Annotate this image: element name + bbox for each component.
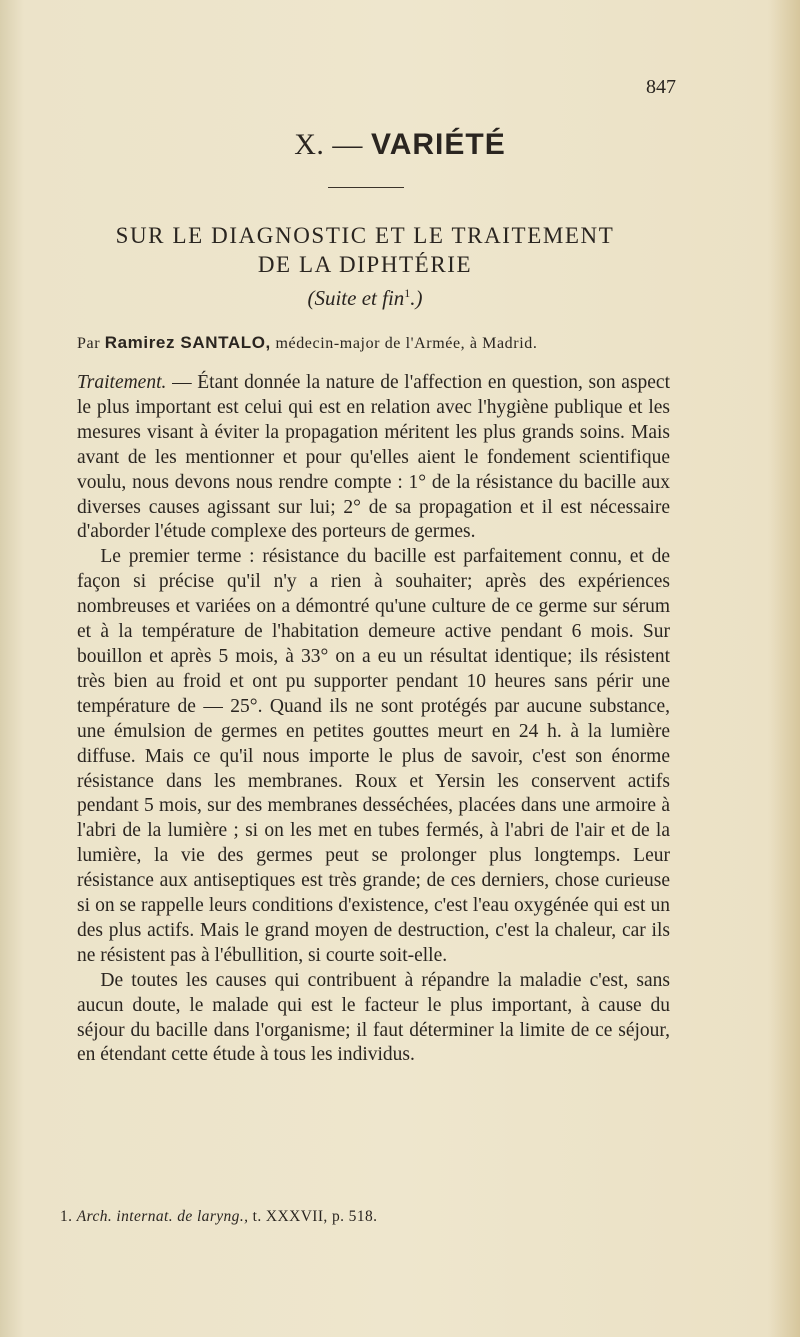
paragraph-1-text: — Étant donnée la nature de l'affection en question, son aspect le plus important est celui qui est en relation avec l'hygiène publique et les mesures visant à éviter la propagation méritent les plus grands soins. Mais avant de les mentionner et pour qu'elles aient le fondement scientifique voulu, nous devons nous rendre compte : 1° de la résistance du bacille aux diverses causes agissant sur lui; 2° de sa propagation et il est nécessaire d'aborder l'étude complexe des porteurs de germes.	[77, 372, 671, 543]
heading-rule	[328, 187, 404, 188]
byline-author: Ramirez SANTALO,	[104, 333, 271, 352]
byline-role: médecin-major de l'Armée, à Madrid.	[275, 335, 538, 352]
subtitle-end: .)	[410, 286, 423, 310]
byline	[77, 333, 677, 353]
article-title	[0, 221, 730, 279]
footnote-reference: 1	[404, 286, 411, 300]
paragraph-1	[77, 371, 670, 545]
paragraph-1-lead: Traitement.	[77, 372, 167, 393]
section-heading	[0, 128, 800, 162]
article-title-line-2: DE LA DIPHTÉRIE	[257, 252, 473, 277]
article-subtitle	[0, 286, 730, 311]
section-number: X. —	[294, 128, 363, 161]
footnote-ref: t. XXXVII, p. 518.	[252, 1208, 378, 1225]
article-body	[77, 371, 670, 1068]
page-number: 847	[646, 76, 676, 98]
article-title-line-1: SUR LE DIAGNOSTIC ET LE TRAITEMENT	[115, 223, 615, 248]
footnote-source: Arch. internat. de laryng.,	[76, 1208, 249, 1225]
paragraph-2: Le premier terme : résistance du bacille est parfaitement connu, et de façon si précise qu'il n'y a rien à souhaiter; après des expériences nombreuses et variées on a démontré qu'une culture de ce germe sur sérum et à la température de l'habitation demeure active pendant 6 mois. Sur bouillon et après 5 mois, à 33° on a eu un résultat identique; ils résistent très bien au froid et ont pu supporter pendant 10 heures sans périr une température de — 25°. Quand ils ne sont protégés par aucune substance, une émulsion de germes en petites gouttes meurt en 24 h. à la lumière diffuse. Mais ce qu'il nous importe le plus de savoir, c'est son énorme résistance dans les membranes. Roux et Yersin les conservent actifs pendant 5 mois, sur des membranes desséchées, placées dans une armoire à l'abri de la lumière ; si on les met en tubes fermés, à l'abri de l'air et de la lumière, la vie des germes peut se prolonger plus longtemps. Leur résistance aux antiseptiques est très grande; de ces derniers, chose curieuse si on se rappelle leurs conditions d'existence, c'est l'eau oxygénée qui est un des plus actifs. Mais le grand moyen de destruction, c'est la chaleur, car ils ne résistent pas à l'ébullition, si courte soit-elle.	[77, 546, 670, 966]
paragraph-3: De toutes les causes qui contribuent à répandre la maladie c'est, sans aucun doute, le malade qui est le facteur le plus important, à cause du séjour du bacille dans l'organisme; il faut déterminer la limite de ce séjour, en étendant cette étude à tous les individus.	[77, 969, 670, 1066]
footnote	[60, 1208, 680, 1226]
subtitle-text: (Suite et fin	[307, 286, 405, 310]
footnote-mark: 1.	[60, 1208, 73, 1225]
byline-prefix: Par	[77, 335, 101, 352]
section-title: VARIÉTÉ	[370, 128, 506, 161]
